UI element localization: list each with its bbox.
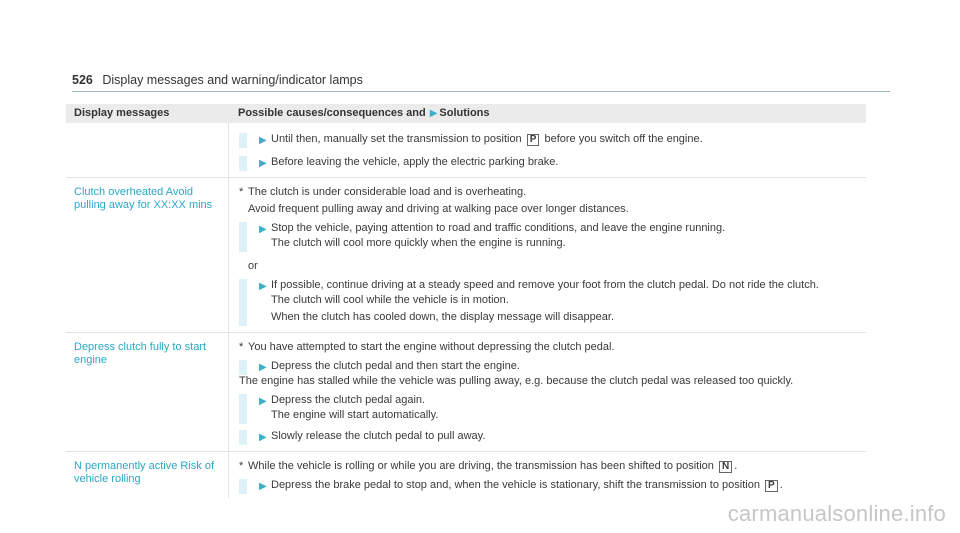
arrow-right-icon: ▶: [429, 108, 438, 119]
arrow-right-icon: ▶: [259, 158, 267, 169]
cause-text: * You have attempted to start the engine without depressing the clutch pedal.: [239, 341, 615, 353]
message-cell: [66, 123, 228, 177]
message-depress-clutch: Depress clutch fully to start engine: [74, 341, 207, 366]
gear-p-icon: P: [527, 134, 540, 146]
col-header-causes: Possible causes/consequences and ▶ Solutions: [238, 107, 490, 119]
causes-cell: [228, 123, 866, 177]
message-clutch-overheated: Clutch overheated Avoid pulling away for XX:XX mins: [74, 186, 213, 211]
solution-step: ▶ Slowly release the clutch pedal to pull away.: [239, 430, 862, 445]
arrow-right-icon: ▶: [259, 481, 267, 492]
cause-text: The engine has stalled while the vehicle was pulling away, e.g. because the clutch pedal was released too quickly.: [239, 375, 794, 387]
cause-text: Avoid frequent pulling away and driving at walking pace over longer distances.: [248, 203, 629, 215]
solution-step: ▶ Until then, manually set the transmission to position P before you switch off the engine.: [239, 133, 862, 148]
arrow-right-icon: ▶: [259, 362, 267, 373]
watermark: carmanualsonline.info: [727, 501, 946, 526]
solution-step: ▶ Before leaving the vehicle, apply the electric parking brake.: [239, 156, 862, 171]
table-header: [66, 104, 866, 123]
solution-step: ▶ Depress the clutch pedal again. The engine will start automatically.: [239, 394, 862, 424]
arrow-right-icon: ▶: [259, 396, 267, 407]
col-header-messages: Display messages: [74, 107, 170, 119]
causes-cell: [228, 178, 866, 332]
page-header: [72, 73, 363, 87]
solution-step: ▶ Depress the brake pedal to stop and, when the vehicle is stationary, shift the transmission to position P .: [239, 479, 862, 494]
table-row: [66, 178, 866, 333]
arrow-right-icon: ▶: [259, 432, 267, 443]
cause-text: * While the vehicle is rolling or while you are driving, the transmission has been shifted to position N .: [239, 460, 738, 472]
solution-step: ▶ If possible, continue driving at a steady speed and remove your foot from the clutch pedal. Do not ride the clutch. The clutch will cool while the vehicle is in motion. When the clutch has cooled down, the display message will disappear.: [239, 279, 862, 326]
or-text: or: [248, 260, 258, 272]
cause-text: * The clutch is under considerable load and is overheating.: [239, 186, 527, 198]
section-title: Display messages and warning/indicator lamps: [102, 73, 363, 87]
display-messages-table: [66, 104, 866, 498]
arrow-right-icon: ▶: [259, 135, 267, 146]
causes-cell: [228, 452, 866, 498]
table-row: [66, 452, 866, 498]
message-n-permanently-active: N permanently active Risk of vehicle rolling: [74, 460, 214, 485]
page-number: 526: [72, 73, 93, 87]
gear-p-icon: P: [765, 480, 778, 492]
solution-step: ▶ Depress the clutch pedal and then start the engine.: [239, 360, 862, 375]
table-row: [66, 333, 866, 452]
arrow-right-icon: ▶: [259, 281, 267, 292]
gear-n-icon: N: [719, 461, 732, 473]
solution-step: ▶ Stop the vehicle, paying attention to road and traffic conditions, and leave the engine running. The clutch will cool more quickly when the engine is running.: [239, 222, 862, 252]
header-divider: [72, 91, 890, 92]
causes-cell: [228, 333, 866, 451]
table-row: [66, 123, 866, 178]
arrow-right-icon: ▶: [259, 224, 267, 235]
